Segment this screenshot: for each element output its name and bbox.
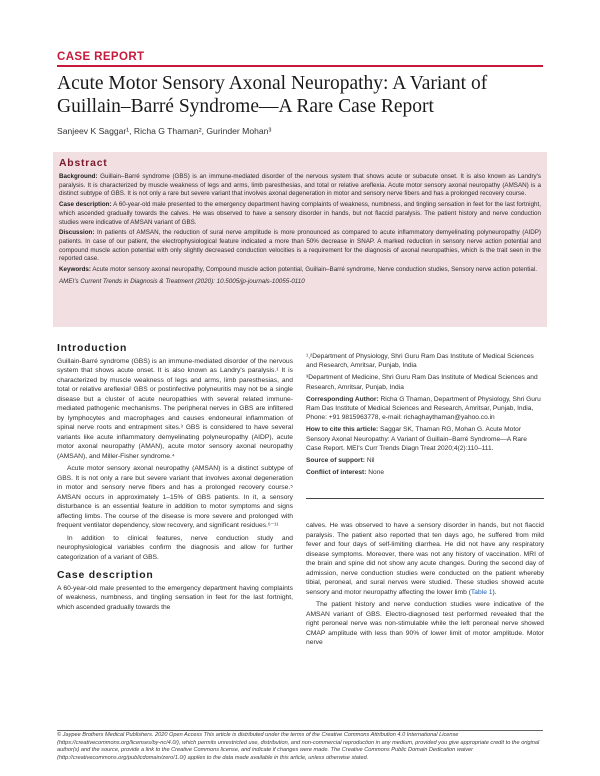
right-column	[306, 521, 544, 651]
introduction-heading: Introduction	[57, 343, 128, 354]
intro-paragraph-2: Acute motor sensory axonal neuropathy (AMSAN) is a distinct subtype of GBS. It is not only a rare but severe variant that involves axonal degeneration in motor and sensory nerve fibers and has a prolonged recovery course.⁵ AMSAN occurs in approximately 1–15% of GBS patients. In it, a sensory disturbance is an essential feature in addition to motor symptoms and signs affecting limbs. The course of the disease is more severe and prolonged with frequent ventilator dependency, slow recovery, and significant residues.⁶⁻¹¹	[57, 465, 293, 529]
case-paragraph-continued: calves. He was observed to have a sensory disorder in hands, but not flaccid paralysis. The patient also reported that ten days ago, he suffered from mild fever and four days of self-limiting diarrhea. He did not have any respiratory disease symptoms. Moreover, there was not any history of vaccination. MRI of the brain and spine did not show any acute changes. During the second day of admission, nerve conduction studies were conducted on the patient whereby tibial, peroneal, and sural nerves were studied. These studies showed acute sensory and motor neuropathy affecting the lower limb (Table 1).	[306, 522, 544, 596]
case-paragraph-2: The patient history and nerve conduction studies were indicative of the AMSAN variant of GBS. Electro-diagnosed test performed revealed that the right peroneal nerve was non-stimulable while the left peroneal nerve showed CMAP amplitude with less than 90% of lower limit of motor amplitude. Motor nerve	[306, 601, 544, 646]
intro-paragraph-1: Guillain-Barré syndrome (GBS) is an immune-mediated disorder of the nervous system that shows acute onset. It is also known as Landry's paralysis.¹ It is characterized by muscle weakness of legs and arms, limb paresthesias, and total or relative areflexia² GBS or postinfective polyneuritis may not be a single disease but a cluster of acute neuropathies with several related immune-mediated pathogenic mechanisms. The peripheral nerves in GBS are infiltered by lymphocytes and macrophages and causes endoneural inflammation of spinal nerve roots and entrapment sites.³ GBS is considered to have several variants like acute inflammatory demyelinating polyneuropathy (AIDP), acute motor axonal neuropathy (AMAN), acute motor sensory axonal neuropathy (AMSAN), and Miller-Fisher syndrome.⁴	[57, 357, 293, 460]
intro-paragraph-3: In addition to clinical features, nerve conduction study and neurophysiological variables confirm the diagnosis and allow for further categorization of a variant of GBS.	[57, 534, 293, 561]
abstract-heading: Abstract	[59, 158, 108, 169]
corresponding-author: Corresponding Author: Richa G Thaman, Department of Physiology, Shri Guru Ram Das Institute of Medical Sciences and Research, Amritsar, Punjab, India, Phone: +91 9815963778, e-mail: richaghaythaman@yahoo.co.in	[306, 395, 541, 422]
affiliation-1: ¹,²Department of Physiology, Shri Guru Ram Das Institute of Medical Sciences and Research, Amritsar, Punjab, India	[306, 353, 534, 370]
case-description-heading: Case description	[57, 570, 154, 581]
article-type-label: CASE REPORT	[57, 51, 145, 63]
source-of-support: Source of support: Nil	[306, 457, 375, 465]
affiliation-2: ³Department of Medicine, Shri Guru Ram Das Institute of Medical Sciences and Research, Amritsar, Punjab, India	[306, 374, 538, 391]
license-footer: © Jaypee Brothers Medical Publishers. 2020 Open Access This article is distributed under the terms of the Creative Commons Attribution 4.0 International License (https://creativecommons.org/licenses/by-nc/4.0/), which permits unrestricted use, distribution, and non-commercial reproduction in any medium, provided you give appropriate credit to the original author(s) and the source, provide a link to the Creative Commons license, and indicate if changes were made. The Creative Commons Public Domain Dedication waiver (http://creativecommons.org/publicdomain/zero/1.0/) applies to the data made available in this article, unless otherwise stated.	[57, 732, 540, 761]
author-list: Sanjeev K Saggar¹, Richa G Thaman², Gurinder Mohan³	[57, 126, 272, 136]
conflict-of-interest: Conflict of interest: None	[306, 469, 385, 477]
affiliation-rule	[306, 498, 544, 499]
left-column	[57, 344, 293, 615]
abstract-discussion: Discussion: In patients of AMSAN, the reduction of sural nerve amplitude is more pronounced as compared to acute inflammatory demyelinating polyneuropathy (AIDP) patients. In case of our patient, the electrophysiological feature indicated a more than 50% decrease in SNAP. A marked reduction in sensory nerve action potential and compound muscle action potential with only slightly decreased conduction velocities is a requirement for the diagnosis of axonal neuropathies, which is the trait seen in the reported case.	[59, 229, 541, 263]
journal-citation: AMEI's Current Trends in Diagnosis & Treatment (2020): 10.5005/jp-journals-10055-0110	[59, 277, 305, 285]
abstract-box	[53, 152, 547, 327]
abstract-case-description: Case description: A 60-year-old male presented to the emergency department having complaints of weakness, numbness, and tingling sensation in feet for the last fortnight, which ascended gradually towards the calves. He was observed to have a sensory disorder in hands, but not flaccid paralysis. The patient history and nerve conduction studies were indicative of AMSAN variant of GBS.	[59, 201, 541, 226]
abstract-keywords: Keywords: Acute motor sensory axonal neuropathy, Compound muscle action potential, Guillain–Barré syndrome, Nerve conduction studies, Sensory nerve action potential.	[59, 266, 537, 274]
article-title: Acute Motor Sensory Axonal Neuropathy: A Variant of Guillain–Barré Syndrome—A Rare Case Report	[57, 73, 488, 117]
abstract-background: Background: Guillain–Barré syndrome (GBS) is an immune-mediated disorder of the nervous system that shows acute or subacute onset. It is also known as Landry's paralysis. It is characterized by muscle weakness of legs and arms, limb paresthesias, and total or relative areflexia. Acute motor sensory axonal neuropathy (AMSAN) is a distinct subtype of GBS. It is not only a rare but severe variant that involves axonal degeneration in motor and sensory nerve fibers and has a prolonged recovery course.	[59, 173, 541, 198]
table-1-link[interactable]: Table 1	[470, 588, 493, 596]
footer-rule	[57, 730, 543, 731]
header-rule	[57, 65, 543, 67]
affiliations-block	[306, 352, 544, 480]
case-paragraph-1: A 60-year-old male presented to the emergency department having complaints of weakness, numbness, and tingling sensation in feet for the last fortnight, which ascended gradually towards the	[57, 584, 293, 611]
how-to-cite: How to cite this article: Saggar SK, Thaman RG, Mohan G. Acute Motor Sensory Axonal Neuropathy: A Variant of Guillain–Barré Syndrome—A Rare Case Report. MEI's Curr Trends Diagn Treat 2020;4(2):110–111.	[306, 426, 527, 452]
